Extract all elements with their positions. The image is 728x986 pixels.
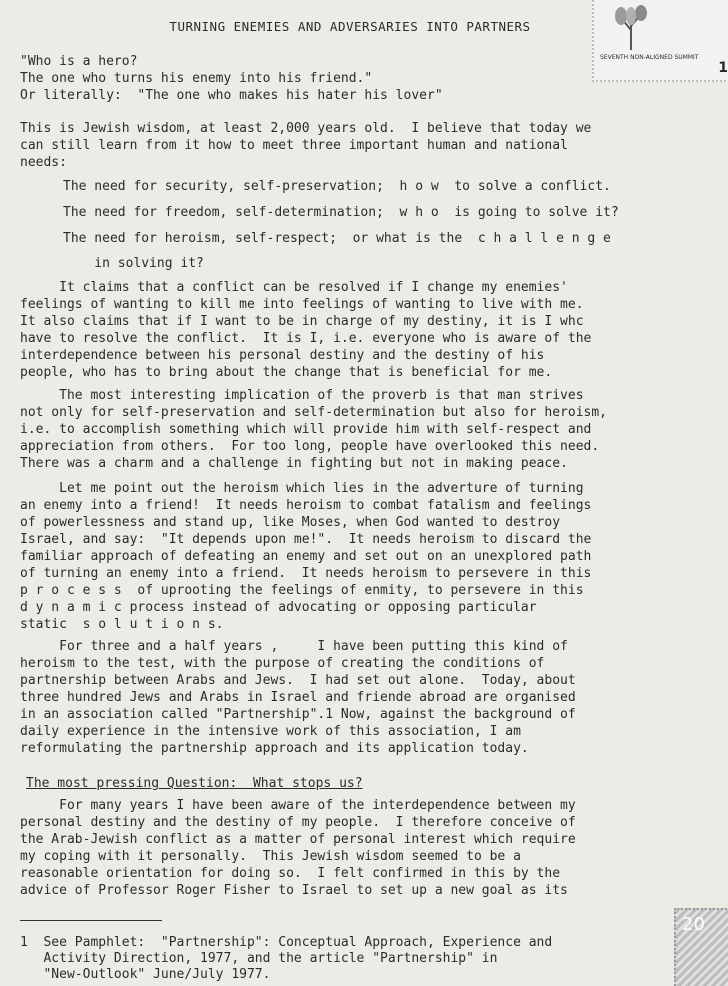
stamp-caption: SEVENTH NON-ALIGNED SUMMIT: [600, 54, 699, 61]
paragraph-3: Let me point out the heroism which lies in the adverture of turning an enemy into a friend! It needs heroism to combat fatalism and feelings of powerlessness and stand up, like Moses, when God wanted to destroy Israel, and say: "It depends upon me!". It needs heroism to discard the familiar approach of defeating an enemy and set out on an unexplored path of turning an enemy into a friend. It needs heroism to persevere in this p r o c e s s of uprooting the feelings of enmity, to persevere in this d y n a m i c process instead of advocating or opposing particular static s o l u t i o n s.: [20, 481, 592, 632]
need-item-heroism: The need for heroism, self-respect; or what is the c h a l l e n g e in solving it?: [63, 231, 611, 271]
stamp-value: 1: [718, 60, 728, 76]
document-title: TURNING ENEMIES AND ADVERSARIES INTO PARTNERS: [169, 19, 531, 34]
epigraph: "Who is a hero? The one who turns his enemy into his friend." Or literally: "The one who makes his hater his lover": [20, 54, 443, 103]
postage-stamp-top: [592, 0, 728, 82]
paragraph-4: For three and a half years , I have been putting this kind of heroism to the test, with the purpose of creating the conditions of partnership between Arabs and Jews. I had set out alone. Today, about three hundred Jews and Arabs in Israel and friende abroad are organised in an association called "Partnership".1 Now, against the background of daily experience in the intensive work of this association, I am reformulating the partnership approach and its application today.: [20, 639, 576, 756]
stamp-value-bottom: 20: [682, 914, 705, 935]
footnote: 1 See Pamphlet: "Partnership": Conceptual Approach, Experience and Activity Direction, 1977, and the article "Partnership" in "New-Outlook" June/July 1977.: [20, 935, 553, 982]
section-heading: The most pressing Question: What stops us?: [26, 776, 363, 791]
need-item-freedom: The need for freedom, self-determination; w h o is going to solve it?: [63, 205, 619, 220]
paragraph-5: For many years I have been aware of the interdependence between my personal destiny and the destiny of my people. I therefore conceive of the Arab-Jewish conflict as a matter of personal interest which require my coping with it personally. This Jewish wisdom seemed to be a reasonable orientation for doing so. I felt confirmed in this by the advice of Professor Roger Fisher to Israel to set up a new goal as its: [20, 798, 576, 898]
footnote-divider: [20, 920, 162, 921]
intro-paragraph: This is Jewish wisdom, at least 2,000 years old. I believe that today we can still learn from it how to meet three important human and national needs:: [20, 121, 592, 170]
postage-stamp-bottom: [674, 908, 728, 986]
paragraph-1: It claims that a conflict can be resolved if I change my enemies' feelings of wanting to kill me into feelings of wanting to live with me. It also claims that if I want to be in charge of my destiny, it is I whc have to resolve the conflict. It is I, i.e. everyone who is aware of the interdependence between his personal destiny and the destiny of his people, who has to bring about the change that is beneficial for me.: [20, 280, 592, 380]
paragraph-2: The most interesting implication of the proverb is that man strives not only for self-preservation and self-determination but also for heroism, i.e. to accomplish something which will provide him with self-respect and appreciation from others. For too long, people have overlooked this need. There was a charm and a challenge in fighting but not in making peace.: [20, 388, 607, 471]
need-item-security: The need for security, self-preservation; h o w to solve a conflict.: [63, 179, 611, 194]
